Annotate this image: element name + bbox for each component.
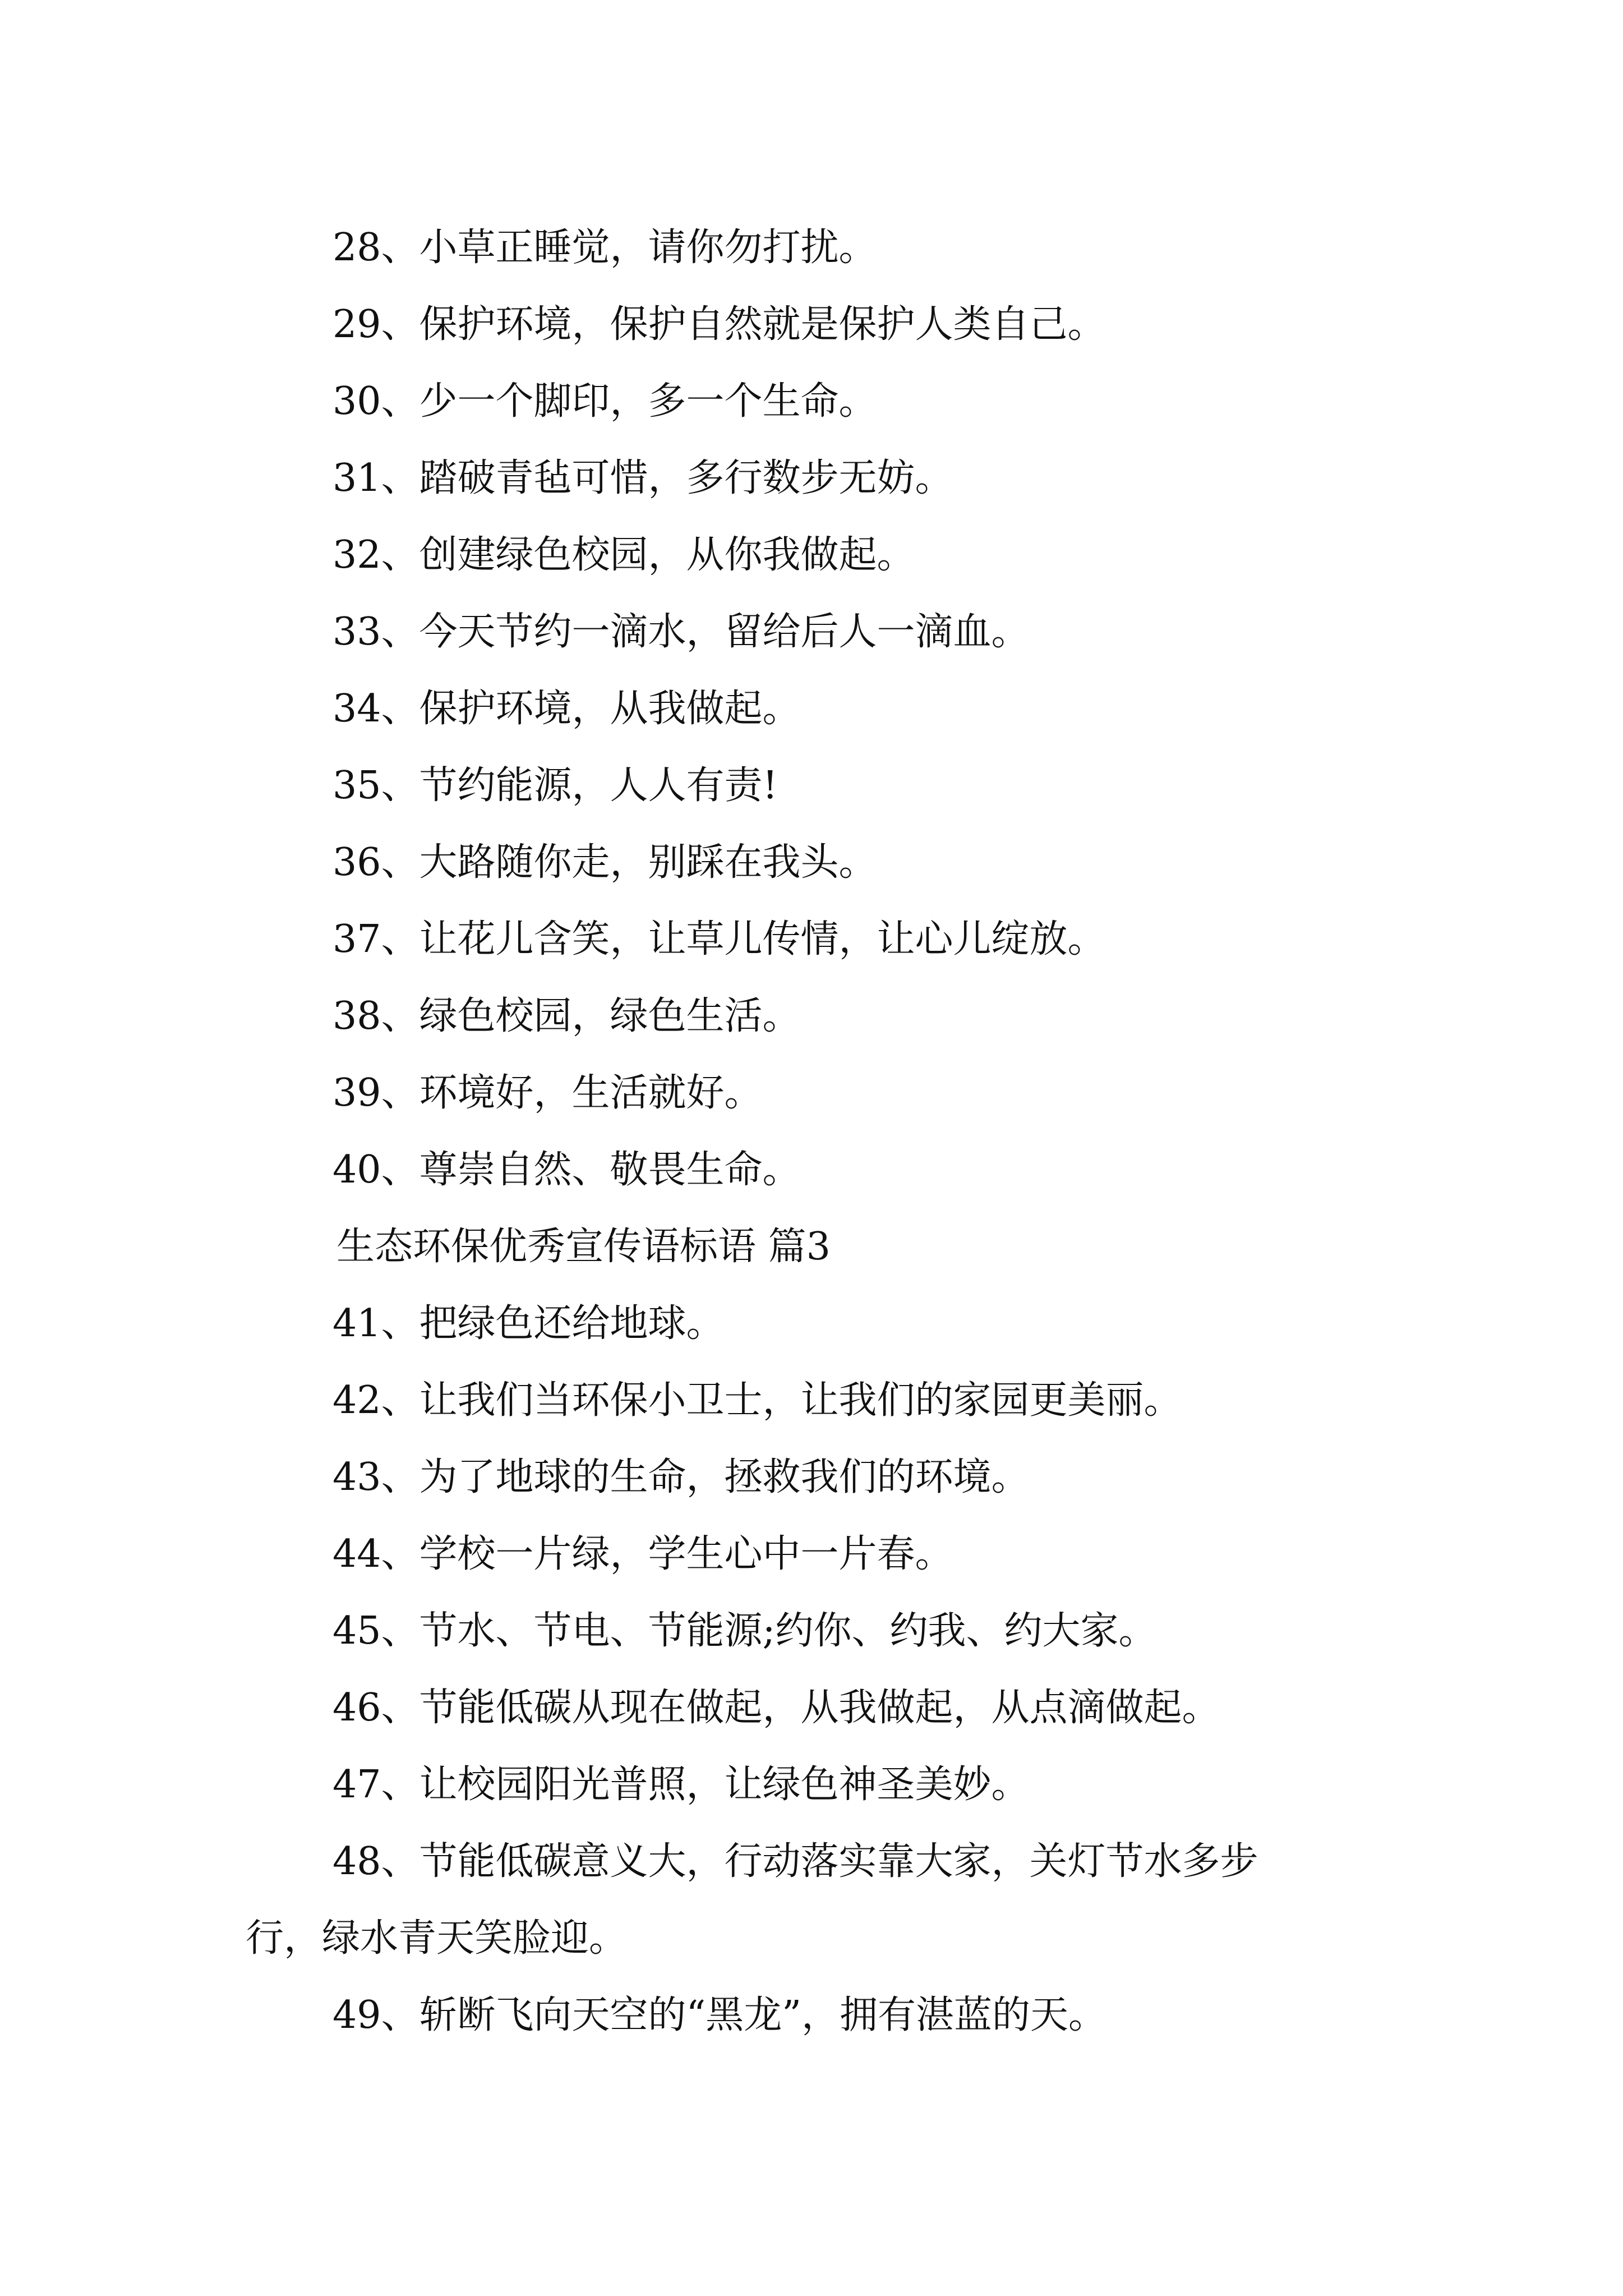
slogan-line-36: 36、大路随你走，别踩在我头。	[333, 840, 877, 885]
slogan-line-30: 30、少一个脚印，多一个生命。	[333, 379, 877, 424]
slogan-line-39: 39、环境好，生活就好。	[333, 1071, 763, 1115]
slogan-line-47: 47、让校园阳光普照，让绿色神圣美妙。	[333, 1763, 1030, 1807]
slogan-line-45: 45、节水、节电、节能源;约你、约我、约大家。	[333, 1609, 1157, 1653]
slogan-line-37: 37、让花儿含笑，让草儿传情，让心儿绽放。	[333, 917, 1106, 961]
slogan-line-49: 49、斩断飞向天空的“黑龙”，拥有湛蓝的天。	[333, 1993, 1107, 2037]
slogan-line-38: 38、绿色校园，绿色生活。	[333, 994, 801, 1038]
slogan-line-42: 42、让我们当环保小卫士，让我们的家园更美丽。	[333, 1378, 1182, 1423]
slogan-line-33: 33、今天节约一滴水，留给后人一滴血。	[333, 610, 1030, 654]
slogan-line-32: 32、创建绿色校园，从你我做起。	[333, 533, 915, 577]
slogan-line-43: 43、为了地球的生命，拯救我们的环境。	[333, 1455, 1030, 1499]
slogan-line-44: 44、学校一片绿，学生心中一片春。	[333, 1532, 953, 1576]
slogan-line-28: 28、小草正睡觉，请你勿打扰。	[333, 226, 877, 270]
slogan-line-48-part1: 48、节能低碳意义大，行动落实靠大家，关灯节水多步	[333, 1839, 1258, 1884]
document-body	[246, 209, 1390, 2054]
section-heading: 生态环保优秀宣传语标语 篇3	[336, 1225, 831, 1269]
slogan-line-34: 34、保护环境，从我做起。	[333, 687, 801, 731]
slogan-line-35: 35、节约能源，人人有责!	[333, 763, 778, 808]
slogan-line-41: 41、把绿色还给地球。	[333, 1301, 725, 1346]
slogan-line-46: 46、节能低碳从现在做起，从我做起，从点滴做起。	[333, 1686, 1220, 1730]
slogan-line-48-part2: 行，绿水青天笑脸迎。	[246, 1916, 628, 1961]
slogan-line-31: 31、踏破青毡可惜，多行数步无妨。	[333, 456, 953, 500]
slogan-line-29: 29、保护环境，保护自然就是保护人类自己。	[333, 302, 1106, 347]
slogan-line-40: 40、尊崇自然、敬畏生命。	[333, 1148, 801, 1192]
